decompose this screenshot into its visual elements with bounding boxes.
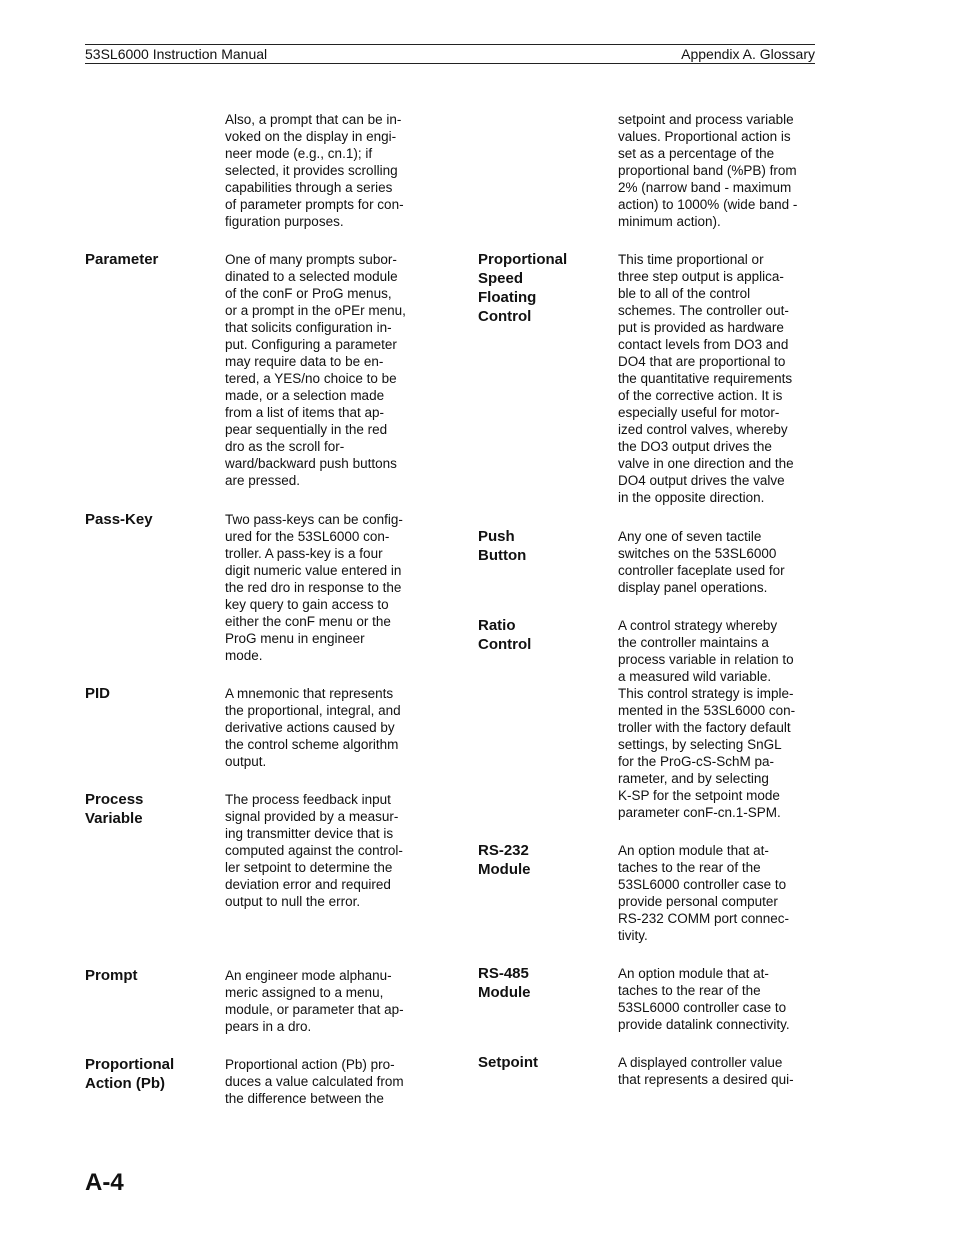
glossary-definition-setpoint: A displayed controller value that represents a desired qui-	[618, 1055, 794, 1087]
glossary-term-ratio-control: Ratio Control	[478, 617, 532, 653]
glossary-definition-pid: A mnemonic that represents the proportional, integral, and derivative actions caused by the control scheme algorithm output.	[225, 686, 401, 769]
glossary-definition-rs-232-module: An option module that at- taches to the rear of the 53SL6000 controller case to provide personal computer RS-232 COMM port connec- tivity.	[618, 843, 790, 943]
glossary-definition-pass-key: Two pass-keys can be config- ured for the 53SL6000 con- troller. A pass-key is a four digit numeric value entered in the red dro in response to the key query to gain access to either the conF menu or the ProG menu in engineer mode.	[225, 512, 403, 663]
glossary-definition-parameter: One of many prompts subor- dinated to a selected module of the conF or ProG menus, or a prompt in the oPEr menu, that solicits configuration in- put. Configuring a parameter may require data to be en- tered, a YES/no choice to be made, or a selection made from a list of items that ap- pear sequentially in the red dro as the scroll for- ward/backward push buttons are pressed.	[225, 252, 406, 488]
section-title: Appendix A. Glossary	[681, 46, 815, 62]
glossary-definition-continued: Also, a prompt that can be in- voked on the display in engi- neer mode (e.g., cn.1); if selected, it provides scrolling capabilities through a series of parameter prompts for con- figuration purposes.	[225, 112, 404, 229]
glossary-definition-push-button: Any one of seven tactile switches on the 53SL6000 controller faceplate used for display panel operations.	[618, 529, 785, 595]
glossary-term-pid: PID	[85, 685, 111, 702]
glossary-term-proportional-speed-floating-control: Proportional Speed Floating Control	[478, 251, 568, 325]
glossary-definition-process-variable: The process feedback input signal provided by a measur- ing transmitter device that is computed against the control- ler setpoint to determine the deviation error and required output to null the error.	[225, 792, 403, 909]
glossary-definition-prompt: An engineer mode alphanu- meric assigned to a menu, module, or parameter that ap- pears in a dro.	[225, 968, 404, 1034]
glossary-definition-continued-right: setpoint and process variable values. Proportional action is set as a percentage of the proportional band (%PB) from 2% (narrow band - maximum action) to 1000% (wide band - minimum action).	[618, 112, 798, 229]
glossary-definition-rs-485-module: An option module that at- taches to the rear of the 53SL6000 controller case to provide datalink connectivity.	[618, 966, 790, 1032]
glossary-term-pass-key: Pass-Key	[85, 511, 153, 528]
manual-title: 53SL6000 Instruction Manual	[85, 46, 268, 62]
glossary-definition-ratio-control: A control strategy whereby the controller maintains a process variable in relation to a measured wild variable. This control strategy is imple- mented in the 53SL6000 con- troller with the factory default settings, by selecting SnGL for the ProG-cS-SchM pa- rameter, and by selecting K-SP for the setpoint mode parameter conF-cn.1-SPM.	[618, 618, 796, 820]
glossary-definition-proportional-action: Proportional action (Pb) pro- duces a value calculated from the difference between the	[225, 1057, 404, 1106]
glossary-term-rs-485-module: RS-485 Module	[478, 965, 531, 1001]
glossary-term-push-button: Push Button	[478, 528, 527, 564]
glossary-term-prompt: Prompt	[85, 967, 138, 984]
glossary-term-rs-232-module: RS-232 Module	[478, 842, 531, 878]
page-number: A-4	[85, 1169, 124, 1196]
glossary-term-parameter: Parameter	[85, 251, 159, 268]
glossary-term-proportional-action: Proportional Action (Pb)	[85, 1056, 175, 1092]
glossary-term-process-variable: Process Variable	[85, 791, 144, 827]
page-header	[85, 44, 815, 64]
glossary-term-setpoint: Setpoint	[478, 1054, 538, 1071]
glossary-definition-proportional-speed-floating-control: This time proportional or three step output is applica- ble to all of the control schemes. The controller out- put is provided as hardware contact levels from DO3 and DO4 that are proportional to the quantitative requirements of the corrective action. It is especially useful for motor- ized control valves, whereby the DO3 output drives the valve in one direction and the DO4 output drives the valve in the opposite direction.	[618, 252, 794, 505]
